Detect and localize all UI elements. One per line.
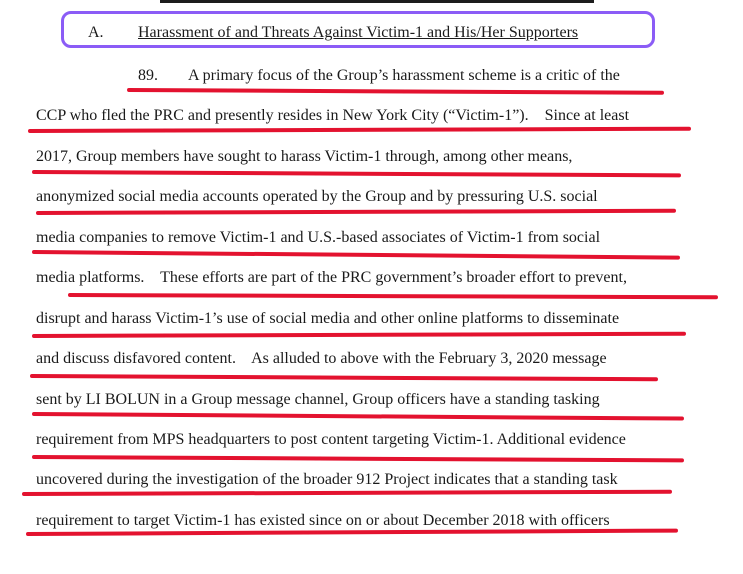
text-line-6: media platforms. These efforts are part of the PRC government’s broader effort to prevent,: [36, 269, 627, 286]
section-letter: A.: [88, 24, 104, 41]
text-line-8: and discuss disfavored content. As alluded to above with the February 3, 2020 message: [36, 350, 607, 367]
red-underline: [22, 490, 672, 496]
paragraph-number: 89.: [138, 67, 158, 84]
text-line-3: 2017, Group members have sought to harass Victim-1 through, among other means,: [36, 148, 573, 165]
top-rule: [160, 0, 594, 3]
section-title: Harassment of and Threats Against Victim-1 and His/Her Supporters: [138, 24, 579, 41]
red-underline: [32, 250, 680, 260]
red-underline: [36, 209, 676, 215]
text-line-2: CCP who fled the PRC and presently resides in New York City (“Victim-1”). Since at least: [36, 107, 630, 124]
red-underline: [28, 127, 691, 133]
red-underline: [32, 455, 684, 462]
red-underline: [30, 374, 658, 381]
text-line-11: uncovered during the investigation of the broader 912 Project indicates that a standing task: [36, 471, 618, 488]
text-line-10: requirement from MPS headquarters to post content targeting Victim-1. Additional evidence: [36, 431, 626, 448]
red-underline: [32, 412, 684, 421]
text-line-5: media companies to remove Victim-1 and U.S.-based associates of Victim-1 from social: [36, 229, 601, 246]
red-underline: [68, 293, 718, 299]
text-line-4: anonymized social media accounts operated by the Group and by pressuring U.S. social: [36, 188, 598, 205]
text-line-12: requirement to target Victim-1 has existed since on or about December 2018 with officers: [36, 512, 610, 529]
red-underline: [32, 332, 686, 338]
text-line-9: sent by LI BOLUN in a Group message channel, Group officers have a standing tasking: [36, 391, 600, 408]
red-underline: [32, 170, 681, 177]
text-line-1: A primary focus of the Group’s harassment scheme is a critic of the: [188, 67, 620, 84]
text-line-7: disrupt and harass Victim-1’s use of social media and other online platforms to disseminate: [36, 310, 620, 327]
red-underline: [127, 88, 664, 95]
